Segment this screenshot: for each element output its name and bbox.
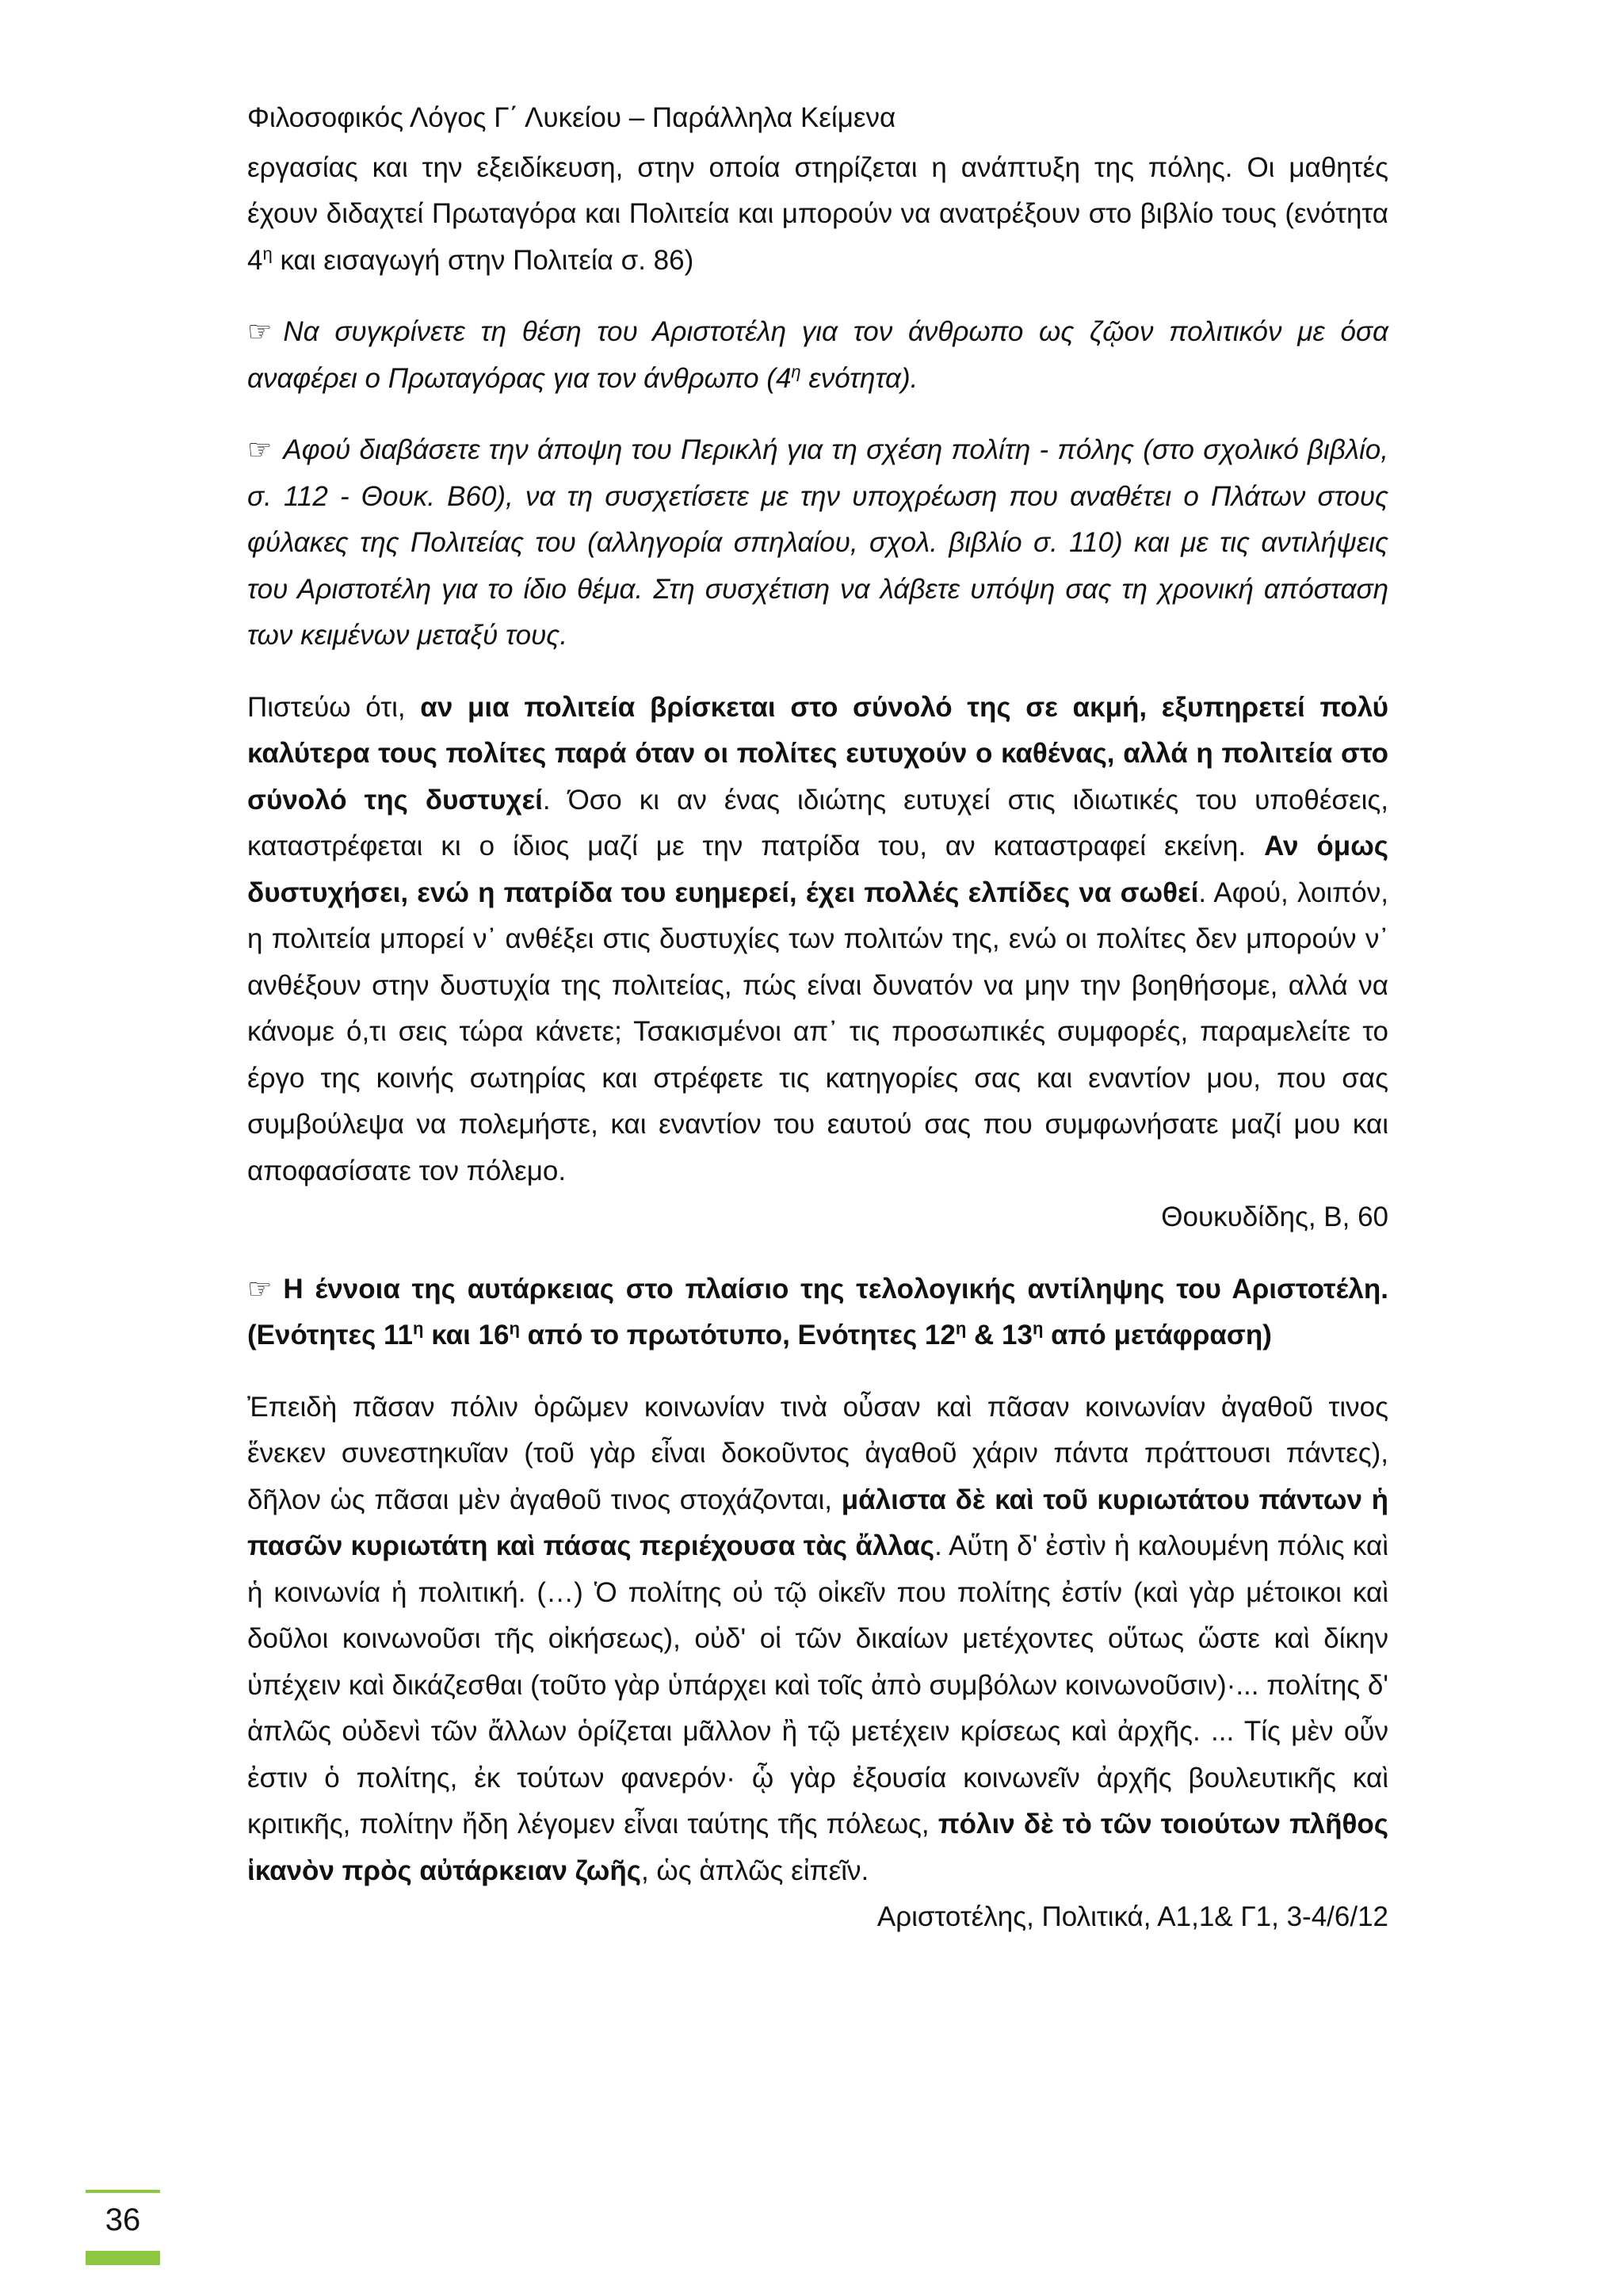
pointing-hand-icon: ☞ xyxy=(247,1273,273,1305)
superscript: η xyxy=(1032,1318,1044,1339)
question-2-text: Αφού διαβάσετε την άποψη του Περικλή για τη σχέση πολίτη - πόλης (στο σχολικό βιβλίο, σ. 112 - Θουκ. Β60), να τη συσχετίσετε με την υποχρέωση που αναθέτει ο Πλάτων στους φύλακες της Πολιτείας του (αλληγορία σπηλαίου, σχολ. βιβλίο σ. 110) και με τις αντιλήψεις του Αριστοτέλη για το ίδιο θέμα. Στη συσχέτιση να λάβετε υπόψη σας τη χρονική απόσταση των κειμένων μεταξύ τους. xyxy=(247,434,1388,651)
page-number-top-rule xyxy=(86,2190,160,2193)
passage-text: Πιστεύω ότι, xyxy=(247,691,421,723)
question-1 xyxy=(247,309,1388,402)
thucydides-passage xyxy=(247,685,1388,1195)
intro-paragraph xyxy=(247,145,1388,285)
section-heading xyxy=(247,1266,1388,1359)
aristotle-passage xyxy=(247,1385,1388,1895)
superscript: η xyxy=(413,1318,424,1339)
page-number-bottom-bar xyxy=(86,2251,160,2265)
intro-tail: και εισαγωγή στην Πολιτεία σ. 86) xyxy=(272,244,694,276)
heading-text: από το πρωτότυπο, Ενότητες 12 xyxy=(519,1320,956,1350)
superscript: η xyxy=(955,1318,967,1339)
pointing-hand-icon: ☞ xyxy=(247,434,273,465)
passage-text: . Όσο κι αν ένας ιδιώτης ευτυχεί στις ιδιωτικές του υποθέσεις, καταστρέφεται κι ο ίδιος μαζί με την πατρίδα του, αν καταστραφεί εκείνη. xyxy=(247,784,1388,861)
page-number: 36 xyxy=(105,2202,141,2237)
passage-text: . Αὕτη δ' ἐστὶν ἡ καλουμένη πόλις καὶ ἡ κοινωνία ἡ πολιτική. (…) Ὁ πολίτης οὐ τῷ οἰκεῖν που πολίτης ἐστίν (καὶ γὰρ μέτοικοι καὶ δοῦλοι κοινωνοῦσι τῆς οἰκήσεως), οὐδ' οἱ τῶν δικαίων μετέχοντες οὕτως ὥστε καὶ δίκην ὑπέχειν καὶ δικάζεσθαι (τοῦτο γὰρ ὑπάρχει καὶ τοῖς ἀπὸ συμβόλων κοινωνοῦσιν)·... πολίτης δ' ἁπλῶς οὐδενὶ τῶν ἄλλων ὁρίζεται μᾶλλον ἢ τῷ μετέχειν κρίσεως καὶ ἀρχῆς. ... Τίς μὲν οὖν ἐστιν ὁ πολίτης, ἐκ τούτων φανερόν· ᾧ γὰρ ἐξουσία κοινωνεῖν ἀρχῆς βουλευτικῆς καὶ κριτικῆς, πολίτην ἤδη λέγομεν εἶναι ταύτης τῆς πόλεως, xyxy=(247,1530,1388,1839)
aristotle-source: Αριστοτέλης, Πολιτικά, Α1,1& Γ1, 3-4/6/12 xyxy=(876,1901,1388,1932)
superscript: η xyxy=(509,1318,520,1339)
heading-text: και 16 xyxy=(423,1320,510,1350)
heading-text: από μετάφραση) xyxy=(1043,1320,1272,1350)
running-header: Φιλοσοφικός Λόγος Γ΄ Λυκείου – Παράλληλα Κείμενα xyxy=(247,102,896,133)
page-content xyxy=(247,95,1388,1941)
passage-text: , ὡς ἁπλῶς εἰπεῖν. xyxy=(640,1855,869,1886)
passage-text: Ἐπειδὴ πᾶσαν πόλιν ὁρῶμεν κοινωνίαν τινὰ οὖσαν καὶ πᾶσαν κοινωνίαν ἀγαθοῦ τινος ἕνεκεν συνεστηκυῖαν (τοῦ γὰρ εἶναι δοκοῦντος ἀγαθοῦ χάριν πάντα πράττουσι πάντες), δῆλον ὡς πᾶσαι μὲν ἀγαθοῦ τινος στοχάζονται, xyxy=(247,1391,1388,1515)
heading-text: & 13 xyxy=(966,1320,1033,1350)
superscript: η xyxy=(262,243,273,263)
thucydides-source: Θουκυδίδης, Β, 60 xyxy=(1161,1201,1388,1232)
passage-text: . Αφού, λοιπόν, η πολιτεία μπορεί ν᾽ ανθέξει στις δυστυχίες των πολιτών της, ενώ οι πολίτες δεν μπορούν ν᾽ ανθέξουν στην δυστυχία της πολιτείας, πώς είναι δυνατόν να μην την βοηθήσομε, αλλά να κάνομε ό,τι σεις τώρα κάνετε; Τσακισμένοι απ᾽ τις προσωπικές συμφορές, παραμελείτε το έργο της κοινής σωτηρίας και στρέφετε τις κατηγορίες σας και εναντίον μου, που σας συμβούλεψα να πολεμήστε, και εναντίον του εαυτού σας που συμφωνήσατε μαζί μου και αποφασίσατε τον πόλεμο. xyxy=(247,877,1388,1186)
pointing-hand-icon: ☞ xyxy=(247,316,273,347)
superscript: η xyxy=(791,361,801,381)
passage-bold: πόλιν δὲ τὸ τῶν τοιούτων πλῆθος ἱκανὸν πρὸς αὐτάρκειαν ζωῆς xyxy=(247,1809,1388,1886)
question-1-tail: ενότητα). xyxy=(800,362,918,394)
passage-bold: μάλιστα δὲ καὶ τοῦ κυριωτάτου πάντων ἡ πασῶν κυριωτάτη καὶ πάσας περιέχουσα τὰς ἄλλας xyxy=(247,1484,1388,1561)
passage-bold: αν μια πολιτεία βρίσκεται στο σύνολό της σε ακμή, εξυπηρετεί πολύ καλύτερα τους πολίτες παρά όταν οι πολίτες ευτυχούν ο καθένας, αλλά η πολιτεία στο σύνολό της δυστυχεί xyxy=(247,691,1389,816)
intro-text: εργασίας και την εξειδίκευση, στην οποία στηρίζεται η ανάπτυξη της πόλης. Οι μαθητές έχουν διδαχτεί Πρωταγόρα και Πολιτεία και μπορούν να ανατρέξουν στο βιβλίο τους (ενότητα 4 xyxy=(247,151,1388,276)
passage-bold: Αν όμως δυστυχήσει, ενώ η πατρίδα του ευημερεί, έχει πολλές ελπίδες να σωθεί xyxy=(247,831,1388,908)
question-1-text: Να συγκρίνετε τη θέση του Αριστοτέλη για τον άνθρωπο ως ζῷον πολιτικόν με όσα αναφέρει ο Πρωταγόρας για τον άνθρωπο (4 xyxy=(247,316,1388,394)
heading-text: Η έννοια της αυτάρκειας στο πλαίσιο της τελολογικής αντίληψης του Αριστοτέλη. (Ενότητες 11 xyxy=(247,1273,1388,1350)
question-2 xyxy=(247,427,1388,659)
